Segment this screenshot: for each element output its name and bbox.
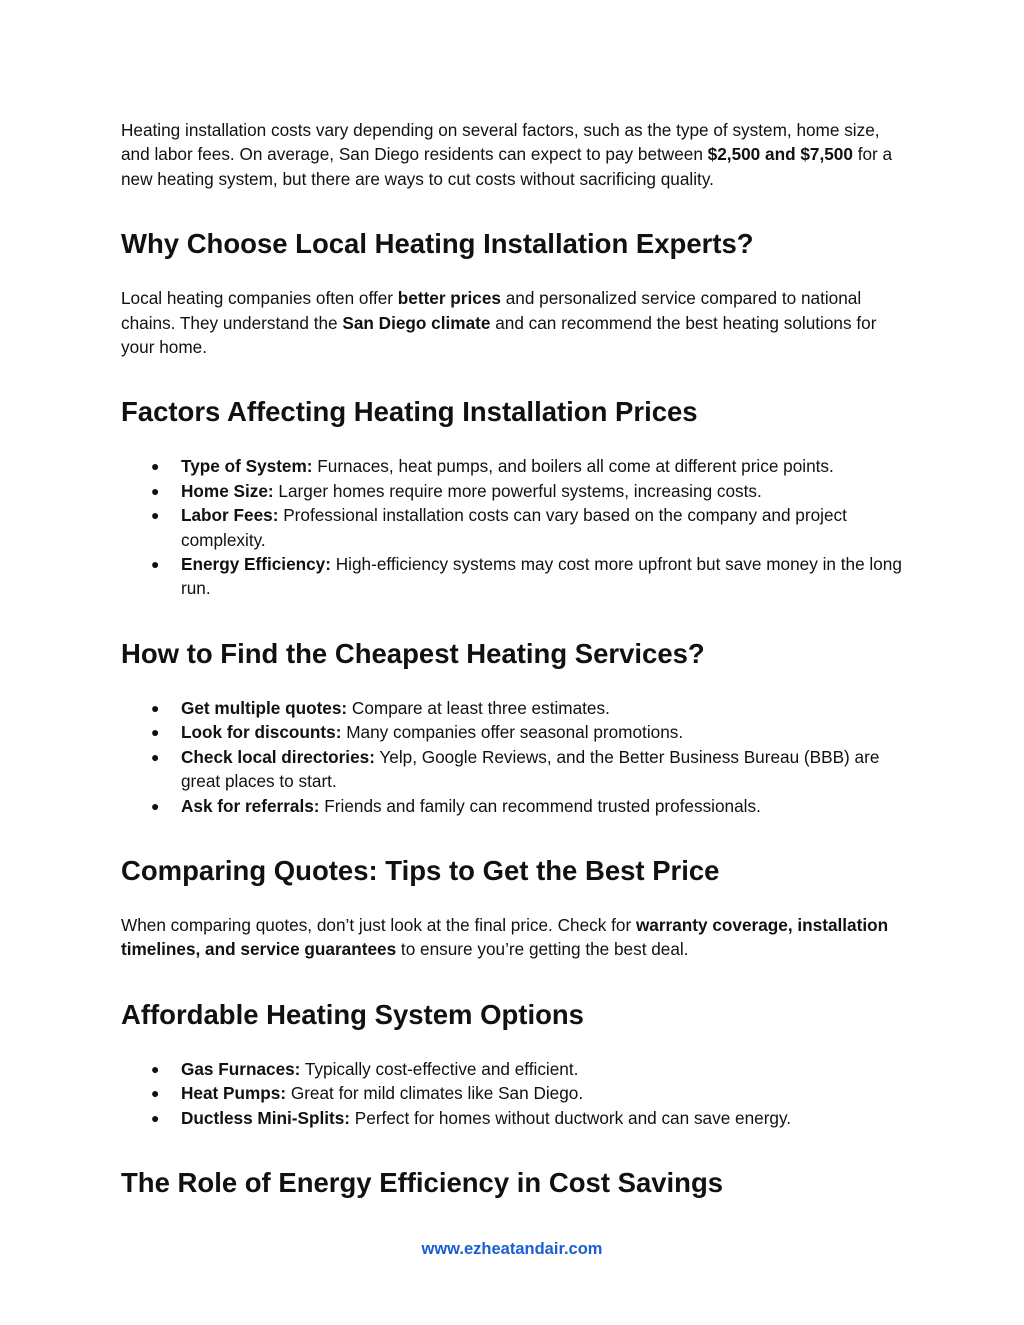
list-item: ● Get multiple quotes: Compare at least three estimates. bbox=[121, 696, 906, 720]
list-item: ● Check local directories: Yelp, Google Reviews, and the Better Business Bureau (BBB) are great places to start. bbox=[151, 746, 880, 792]
list-item: ● Heat Pumps: Great for mild climates like San Diego. bbox=[121, 1081, 906, 1105]
bullet-icon: ● bbox=[151, 797, 160, 814]
list-item: ● Labor Fees: Professional installation costs can vary based on the company and project complexity. bbox=[151, 505, 847, 550]
heading-comparing-quotes: Comparing Quotes: Tips to Get the Best Price bbox=[121, 854, 720, 886]
price-range: $2,500 and $7,500 bbox=[707, 144, 853, 165]
bullet-icon: ● bbox=[151, 1060, 160, 1077]
list-item: ● Gas Furnaces: Typically cost-effective and efficient. bbox=[121, 1057, 906, 1081]
heading-cheapest: How to Find the Cheapest Heating Services? bbox=[121, 637, 705, 669]
list-item: ● Ask for referrals: Friends and family can recommend trusted professionals. bbox=[121, 794, 906, 818]
intro-paragraph: Heating installation costs vary depending on several factors, such as the type of system, home size, and labor fees. On average, San Diego residents can expect to pay between $2,500 and $7,500 for a new heating system, but there are ways to cut costs without sacrificing quality. bbox=[121, 120, 893, 189]
heading-affordable-options: Affordable Heating System Options bbox=[121, 998, 584, 1030]
bullet-icon: ● bbox=[151, 699, 160, 716]
bullet-icon: ● bbox=[151, 458, 160, 475]
bullet-icon: ● bbox=[151, 1109, 160, 1126]
list-item: ● Ductless Mini-Splits: Perfect for homes without ductwork and can save energy. bbox=[121, 1106, 906, 1130]
options-list bbox=[121, 1057, 906, 1130]
bullet-icon: ● bbox=[151, 1085, 160, 1102]
bullet-icon: ● bbox=[151, 482, 160, 499]
heading-why-local: Why Choose Local Heating Installation Experts? bbox=[121, 228, 754, 260]
factors-list bbox=[121, 454, 906, 600]
cheapest-list bbox=[121, 696, 906, 818]
list-item: ● Home Size: Larger homes require more powerful systems, increasing costs. bbox=[121, 479, 906, 503]
bullet-icon: ● bbox=[151, 748, 160, 765]
document-body bbox=[121, 118, 906, 1200]
list-item: ● Type of System: Furnaces, heat pumps, and boilers all come at different price points. bbox=[121, 454, 906, 478]
heading-factors: Factors Affecting Heating Installation Prices bbox=[121, 396, 698, 428]
paragraph-why-local: Local heating companies often offer better prices and personalized service compared to national chains. They understand the San Diego climate and can recommend the best heating solutions for your home. bbox=[121, 288, 877, 358]
bullet-icon: ● bbox=[151, 507, 160, 524]
heading-energy-efficiency: The Role of Energy Efficiency in Cost Savings bbox=[121, 1166, 724, 1198]
bullet-icon: ● bbox=[151, 724, 160, 741]
footer-website-link[interactable]: www.ezheatandair.com bbox=[421, 1240, 603, 1258]
list-item: ● Energy Efficiency: High-efficiency systems may cost more upfront but save money in the long run. bbox=[151, 554, 902, 599]
bullet-icon: ● bbox=[151, 556, 160, 573]
list-item: ● Look for discounts: Many companies offer seasonal promotions. bbox=[121, 720, 906, 744]
paragraph-comparing-quotes: When comparing quotes, don’t just look at the final price. Check for warranty coverage, installation timelines, and service guarantees to ensure you’re getting the best deal. bbox=[121, 914, 889, 960]
